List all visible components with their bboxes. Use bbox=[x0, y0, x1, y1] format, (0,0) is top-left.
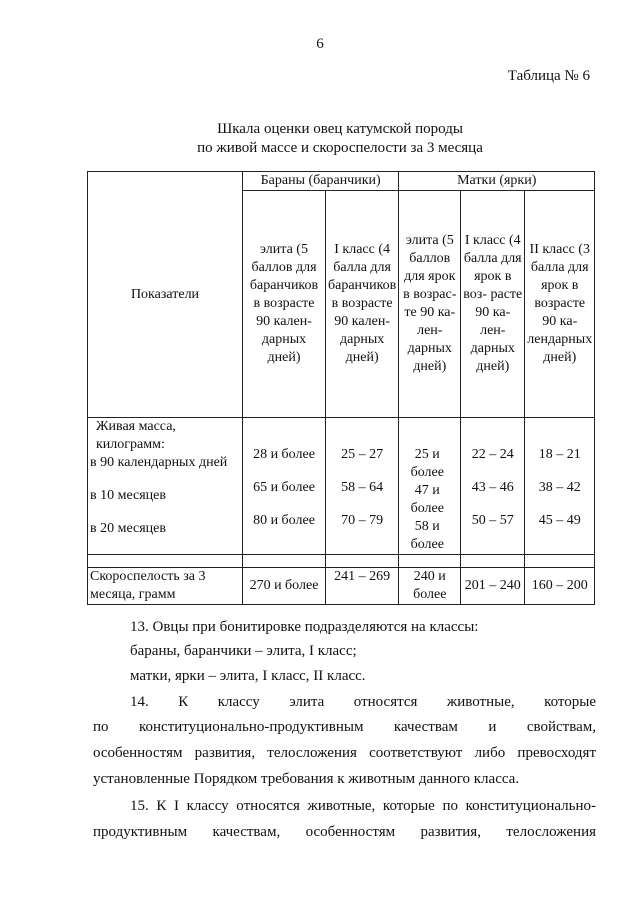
paragraph-14-line-1: 14. К классу элита относятся животные, которые bbox=[130, 694, 596, 710]
column-header-ewes-elite: элита (5 баллов для ярок в возрас- те 90 ка- лен- дарных дней) bbox=[399, 191, 461, 418]
live-mass-heading-2: килограмм: bbox=[96, 437, 165, 452]
table-cell: 25 и более bbox=[410, 447, 444, 480]
evaluation-table bbox=[87, 171, 595, 605]
column-header-rams-elite: элита (5 баллов для баранчиков в возрасте 90 кален- дарных дней) bbox=[243, 191, 326, 418]
live-mass-heading-1: Живая масса, bbox=[96, 419, 176, 434]
table-cell: 25 – 27 bbox=[341, 447, 384, 462]
table-cell: 80 и более bbox=[253, 513, 315, 528]
table-cell: 22 – 24 bbox=[471, 447, 514, 462]
table-title-line-1: Шкала оценки овец катумской породы bbox=[217, 121, 463, 137]
column-header-ewes-class2: II класс (3 балла для ярок в возрасте 90 ка- лендарных дней) bbox=[525, 191, 595, 418]
table-cell: 201 – 240 bbox=[461, 568, 525, 605]
mass-values-ewes-elite bbox=[399, 418, 461, 555]
table-cell: 58 – 64 bbox=[341, 480, 384, 495]
paragraph-14-line-2: по конституционально-продуктивным качествам и свойствам, bbox=[93, 719, 596, 735]
paragraph-13-rams: бараны, баранчики – элита, I класс; bbox=[130, 643, 357, 659]
table-cell: 241 – 269 bbox=[326, 568, 399, 605]
table-cell: 160 – 200 bbox=[525, 568, 595, 605]
page-number: 6 bbox=[316, 36, 324, 52]
table-label: Таблица № 6 bbox=[507, 68, 590, 84]
table-title bbox=[0, 120, 640, 158]
table-row-early-maturity bbox=[88, 568, 595, 605]
table-row-live-mass bbox=[88, 418, 595, 555]
table-cell: 45 – 49 bbox=[538, 513, 581, 528]
table-cell: 270 и более bbox=[243, 568, 326, 605]
mass-values-ewes-class2 bbox=[525, 418, 595, 555]
table-cell: 65 и более bbox=[253, 480, 315, 495]
paragraph-13-ewes: матки, ярки – элита, I класс, II класс. bbox=[130, 668, 366, 684]
table-cell: 47 и более bbox=[410, 483, 444, 516]
rams-group-header: Бараны (баранчики) bbox=[243, 172, 399, 191]
early-maturity-label: Скороспелость за 3 месяца, грамм bbox=[88, 568, 243, 605]
table-title-line-2: по живой массе и скороспелости за 3 месяца bbox=[197, 140, 483, 156]
mass-row-label: в 10 месяцев bbox=[90, 488, 167, 503]
table-cell: 240 и более bbox=[399, 568, 461, 605]
table-cell: 18 – 21 bbox=[538, 447, 581, 462]
paragraph-14-line-4: установленные Порядком требования к животным данного класса. bbox=[93, 771, 520, 787]
paragraph-13: 13. Овцы при бонитировке подразделяются на классы: bbox=[130, 619, 479, 635]
table-cell: 70 – 79 bbox=[341, 513, 384, 528]
table-cell: 50 – 57 bbox=[471, 513, 514, 528]
ewes-group-header: Матки (ярки) bbox=[399, 172, 595, 191]
column-header-rams-class1: I класс (4 балла для баранчиков в возрасте 90 кален- дарных дней) bbox=[326, 191, 399, 418]
paragraph-14-line-3: особенностям развития, телосложения соответствуют либо превосходят bbox=[93, 745, 596, 761]
table-group-header-row bbox=[88, 172, 595, 191]
table-cell: 58 и более bbox=[410, 519, 444, 552]
indicator-header-cell: Показатели bbox=[88, 172, 243, 418]
table-spacer-row bbox=[88, 555, 595, 568]
live-mass-label-cell bbox=[88, 418, 243, 555]
column-header-ewes-class1: I класс (4 балла для ярок в воз- расте 90 ка- лен- дарных дней) bbox=[461, 191, 525, 418]
mass-values-rams-elite bbox=[243, 418, 326, 555]
mass-values-rams-class1 bbox=[326, 418, 399, 555]
paragraph-15-line-1: 15. К I классу относятся животные, которые по конституционально- bbox=[130, 798, 596, 814]
paragraph-15-line-2: продуктивным качествам, особенностям развития, телосложения bbox=[93, 824, 596, 840]
table-cell: 28 и более bbox=[253, 447, 315, 462]
mass-row-label: в 20 месяцев bbox=[90, 521, 167, 536]
table-cell: 43 – 46 bbox=[471, 480, 514, 495]
mass-row-label: в 90 календарных дней bbox=[90, 455, 228, 470]
table-cell: 38 – 42 bbox=[538, 480, 581, 495]
mass-values-ewes-class1 bbox=[461, 418, 525, 555]
